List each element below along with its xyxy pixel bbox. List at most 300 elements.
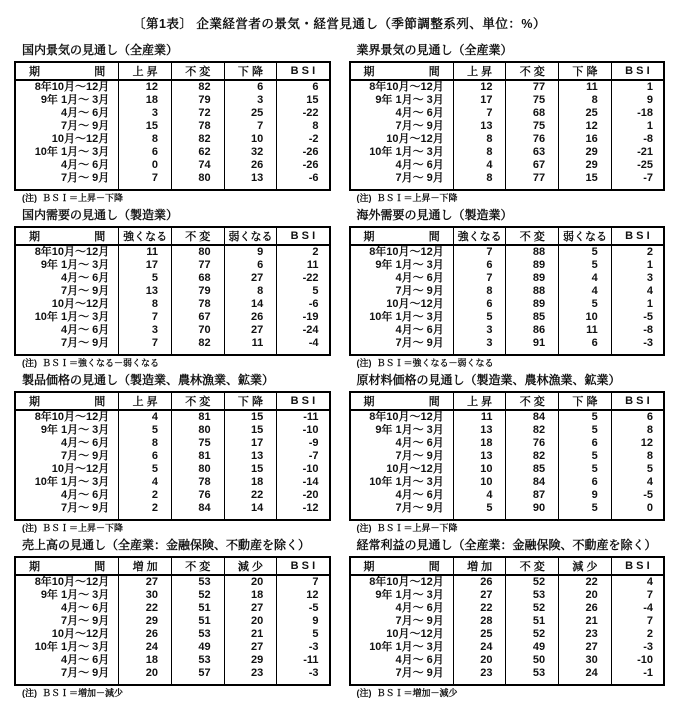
value-cell: 63 — [506, 146, 559, 159]
value-cell: 5 — [119, 424, 172, 437]
table-row — [350, 463, 665, 476]
table-row — [350, 589, 665, 602]
value-cell: 5 — [559, 410, 612, 424]
value-cell: 15 — [119, 120, 172, 133]
value-cell: 82 — [506, 424, 559, 437]
value-cell: 30 — [559, 654, 612, 667]
value-cell: 8 — [119, 298, 172, 311]
value-cell: 6 — [119, 450, 172, 463]
period-cell: 4月～ 6月 — [60, 159, 110, 171]
bsi-cell: -12 — [277, 502, 330, 520]
bsi-cell: 5 — [611, 463, 664, 476]
data-table — [14, 391, 331, 521]
value-cell: 79 — [171, 285, 224, 298]
value-cell: 68 — [171, 272, 224, 285]
value-cell: 6 — [224, 259, 277, 272]
value-cell: 18 — [119, 654, 172, 667]
period-cell: 10月～12月 — [51, 628, 110, 640]
value-cell: 78 — [171, 298, 224, 311]
table-row — [350, 272, 665, 285]
column-header-rise: 上 昇 — [453, 62, 506, 80]
data-table — [14, 226, 331, 356]
bsi-cell: 8 — [611, 450, 664, 463]
period-cell: 10月～12月 — [51, 463, 110, 475]
bsi-cell: 2 — [277, 245, 330, 259]
column-header-bsi: B S I — [277, 227, 330, 245]
table-note: (注) ＢＳＩ＝増加－減少 — [356, 688, 458, 698]
table-row — [350, 602, 665, 615]
value-cell: 24 — [559, 667, 612, 685]
bsi-cell: 4 — [611, 575, 664, 589]
column-header-unchanged: 不 変 — [506, 557, 559, 575]
value-cell: 4 — [119, 476, 172, 489]
value-cell: 15 — [224, 424, 277, 437]
table-row — [15, 437, 330, 450]
value-cell: 15 — [559, 172, 612, 190]
period-cell: 7月～ 9月 — [60, 285, 110, 297]
value-cell: 6 — [453, 259, 506, 272]
column-header-period: 期 間 — [15, 227, 119, 245]
value-cell: 52 — [506, 602, 559, 615]
period-cell: 4月～ 6月 — [395, 324, 444, 336]
section-raw-material-price-outlook — [349, 374, 666, 533]
value-cell: 5 — [453, 502, 506, 520]
table-row — [350, 476, 665, 489]
period-cell: 9年 1月～ 3月 — [375, 259, 444, 271]
column-header-increase: 増 加 — [453, 557, 506, 575]
table-row — [15, 602, 330, 615]
table-row — [15, 324, 330, 337]
period-cell: 4月～ 6月 — [60, 602, 110, 614]
value-cell: 88 — [506, 245, 559, 259]
table-row — [350, 489, 665, 502]
value-cell: 26 — [224, 311, 277, 324]
period-cell: 7月～ 9月 — [395, 450, 444, 462]
value-cell: 81 — [171, 450, 224, 463]
table-row — [15, 107, 330, 120]
value-cell: 62 — [171, 146, 224, 159]
value-cell: 6 — [224, 80, 277, 94]
period-cell: 8年10月～12月 — [369, 246, 444, 258]
bsi-cell: -6 — [277, 172, 330, 190]
period-cell: 4月～ 6月 — [395, 654, 444, 666]
column-header-fall: 下 降 — [559, 392, 612, 410]
value-cell: 75 — [171, 437, 224, 450]
value-cell: 10 — [559, 311, 612, 324]
table-row — [350, 298, 665, 311]
bsi-cell: -25 — [611, 159, 664, 172]
period-cell: 8年10月～12月 — [34, 411, 110, 423]
value-cell: 26 — [559, 602, 612, 615]
value-cell: 76 — [171, 489, 224, 502]
column-header-bsi: B S I — [277, 557, 330, 575]
period-cell: 4月～ 6月 — [395, 159, 444, 171]
table-row — [15, 272, 330, 285]
table-row — [350, 324, 665, 337]
period-cell: 10月～12月 — [386, 133, 444, 145]
value-cell: 7 — [119, 337, 172, 355]
value-cell: 51 — [171, 615, 224, 628]
value-cell: 53 — [171, 575, 224, 589]
table-note: (注) ＢＳＩ＝強くなる－弱くなる — [356, 358, 494, 368]
value-cell: 90 — [506, 502, 559, 520]
table-note: (注) ＢＳＩ＝増加－減少 — [22, 688, 123, 698]
value-cell: 53 — [171, 628, 224, 641]
value-cell: 29 — [559, 146, 612, 159]
value-cell: 75 — [506, 120, 559, 133]
column-header-rise: 上 昇 — [119, 62, 172, 80]
value-cell: 7 — [453, 272, 506, 285]
value-cell: 23 — [224, 667, 277, 685]
value-cell: 29 — [224, 654, 277, 667]
column-header-unchanged: 不 変 — [171, 557, 224, 575]
section-overseas-demand-outlook — [349, 209, 666, 368]
table-row — [350, 654, 665, 667]
bsi-cell: -10 — [611, 654, 664, 667]
bsi-cell: 7 — [611, 589, 664, 602]
value-cell: 7 — [119, 311, 172, 324]
value-cell: 16 — [559, 133, 612, 146]
value-cell: 12 — [119, 80, 172, 94]
period-cell: 10月～12月 — [51, 298, 110, 310]
bsi-cell: -11 — [277, 410, 330, 424]
period-cell: 4月～ 6月 — [60, 654, 110, 666]
value-cell: 6 — [119, 146, 172, 159]
period-cell: 4月～ 6月 — [395, 107, 444, 119]
period-cell: 7月～ 9月 — [395, 667, 444, 679]
value-cell: 8 — [224, 285, 277, 298]
period-cell: 10月～12月 — [386, 298, 444, 310]
value-cell: 14 — [224, 298, 277, 311]
bsi-cell: 7 — [277, 575, 330, 589]
bsi-cell: -8 — [611, 133, 664, 146]
value-cell: 80 — [171, 172, 224, 190]
table-row — [15, 641, 330, 654]
bsi-cell: 8 — [277, 120, 330, 133]
column-header-bsi: B S I — [277, 392, 330, 410]
value-cell: 87 — [506, 489, 559, 502]
period-cell: 10年 1月～ 3月 — [369, 311, 444, 323]
value-cell: 78 — [171, 120, 224, 133]
column-header-unchanged: 不 変 — [171, 392, 224, 410]
value-cell: 21 — [224, 628, 277, 641]
value-cell: 79 — [171, 94, 224, 107]
period-cell: 10月～12月 — [386, 628, 444, 640]
table-row — [15, 502, 330, 520]
table-row — [350, 641, 665, 654]
header-row — [350, 557, 665, 575]
column-header-increase: 増 加 — [119, 557, 172, 575]
bsi-cell: -26 — [277, 146, 330, 159]
bsi-cell: -11 — [277, 654, 330, 667]
bsi-cell: 5 — [277, 285, 330, 298]
column-header-bsi: B S I — [611, 392, 664, 410]
period-cell: 8年10月～12月 — [369, 576, 444, 588]
bsi-cell: -22 — [277, 107, 330, 120]
bsi-cell: -10 — [277, 424, 330, 437]
value-cell: 85 — [506, 463, 559, 476]
value-cell: 82 — [171, 80, 224, 94]
period-cell: 7月～ 9月 — [60, 667, 110, 679]
bsi-cell: 7 — [611, 615, 664, 628]
column-header-unchanged: 不 変 — [171, 62, 224, 80]
table-row — [15, 628, 330, 641]
value-cell: 20 — [119, 667, 172, 685]
value-cell: 18 — [224, 476, 277, 489]
table-row — [350, 628, 665, 641]
value-cell: 25 — [559, 107, 612, 120]
value-cell: 84 — [171, 502, 224, 520]
value-cell: 84 — [506, 476, 559, 489]
section-sales-outlook — [14, 539, 331, 698]
section-industry-economy-outlook — [349, 44, 666, 203]
table-row — [350, 80, 665, 94]
value-cell: 13 — [453, 120, 506, 133]
period-cell: 7月～ 9月 — [395, 285, 444, 297]
section-title: 原材料価格の見通し（製造業、農林漁業、鉱業） — [356, 373, 621, 387]
value-cell: 57 — [171, 667, 224, 685]
value-cell: 49 — [506, 641, 559, 654]
value-cell: 89 — [506, 272, 559, 285]
value-cell: 27 — [559, 641, 612, 654]
value-cell: 27 — [453, 589, 506, 602]
table-row — [15, 463, 330, 476]
bsi-cell: -9 — [277, 437, 330, 450]
bsi-cell: 5 — [277, 628, 330, 641]
table-row — [15, 245, 330, 259]
bsi-cell: 2 — [611, 628, 664, 641]
value-cell: 27 — [119, 575, 172, 589]
period-cell: 10年 1月～ 3月 — [369, 476, 444, 488]
column-header-bsi: B S I — [277, 62, 330, 80]
bsi-cell: 9 — [611, 94, 664, 107]
column-header-unchanged: 不 変 — [506, 62, 559, 80]
column-header-rise: 上 昇 — [119, 392, 172, 410]
bsi-cell: -3 — [277, 667, 330, 685]
value-cell: 89 — [506, 259, 559, 272]
period-cell: 4月～ 6月 — [60, 272, 110, 284]
value-cell: 67 — [171, 311, 224, 324]
value-cell: 24 — [453, 641, 506, 654]
table-row — [15, 615, 330, 628]
value-cell: 15 — [224, 410, 277, 424]
value-cell: 25 — [453, 628, 506, 641]
value-cell: 20 — [559, 589, 612, 602]
column-header-period: 期 間 — [15, 392, 119, 410]
period-cell: 4月～ 6月 — [395, 272, 444, 284]
bsi-cell: -21 — [611, 146, 664, 159]
header-row — [15, 392, 330, 410]
header-row — [15, 62, 330, 80]
bsi-cell: -24 — [277, 324, 330, 337]
value-cell: 6 — [559, 437, 612, 450]
table-row — [350, 107, 665, 120]
column-header-unchanged: 不 変 — [506, 392, 559, 410]
value-cell: 53 — [506, 667, 559, 685]
value-cell: 84 — [506, 410, 559, 424]
period-cell: 9年 1月～ 3月 — [375, 589, 444, 601]
value-cell: 75 — [506, 94, 559, 107]
value-cell: 18 — [224, 589, 277, 602]
bsi-cell: 8 — [611, 424, 664, 437]
value-cell: 18 — [119, 94, 172, 107]
bsi-cell: -5 — [611, 489, 664, 502]
bsi-cell: -22 — [277, 272, 330, 285]
value-cell: 26 — [224, 159, 277, 172]
value-cell: 82 — [171, 133, 224, 146]
value-cell: 7 — [224, 120, 277, 133]
column-header-stronger: 強くなる — [453, 227, 506, 245]
value-cell: 23 — [453, 667, 506, 685]
period-cell: 4月～ 6月 — [395, 489, 444, 501]
data-table — [349, 226, 666, 356]
column-header-period: 期 間 — [350, 557, 454, 575]
value-cell: 8 — [119, 133, 172, 146]
data-table — [349, 391, 666, 521]
bsi-cell: -3 — [277, 641, 330, 654]
table-row — [15, 133, 330, 146]
period-cell: 4月～ 6月 — [60, 489, 110, 501]
value-cell: 8 — [453, 133, 506, 146]
value-cell: 12 — [453, 80, 506, 94]
value-cell: 9 — [559, 489, 612, 502]
bsi-cell: 1 — [611, 120, 664, 133]
value-cell: 68 — [506, 107, 559, 120]
value-cell: 4 — [119, 410, 172, 424]
table-row — [15, 80, 330, 94]
table-row — [15, 450, 330, 463]
column-header-rise: 上 昇 — [453, 392, 506, 410]
value-cell: 4 — [559, 285, 612, 298]
bsi-cell: 11 — [277, 259, 330, 272]
value-cell: 52 — [506, 628, 559, 641]
bsi-cell: 2 — [611, 245, 664, 259]
value-cell: 29 — [559, 159, 612, 172]
period-cell: 4月～ 6月 — [60, 437, 110, 449]
period-cell: 4月～ 6月 — [395, 602, 444, 614]
table-note: (注) ＢＳＩ＝上昇－下降 — [356, 523, 458, 533]
column-header-period: 期 間 — [15, 62, 119, 80]
period-cell: 7月～ 9月 — [60, 120, 110, 132]
value-cell: 5 — [119, 272, 172, 285]
value-cell: 17 — [453, 94, 506, 107]
bsi-cell: 1 — [611, 80, 664, 94]
value-cell: 70 — [171, 324, 224, 337]
bsi-cell: -5 — [277, 602, 330, 615]
bsi-cell: -19 — [277, 311, 330, 324]
value-cell: 14 — [224, 502, 277, 520]
value-cell: 26 — [453, 575, 506, 589]
column-header-period: 期 間 — [350, 62, 454, 80]
value-cell: 5 — [559, 450, 612, 463]
period-cell: 7月～ 9月 — [395, 502, 444, 514]
value-cell: 51 — [506, 615, 559, 628]
value-cell: 8 — [119, 437, 172, 450]
value-cell: 3 — [119, 107, 172, 120]
period-cell: 4月～ 6月 — [395, 437, 444, 449]
column-header-bsi: B S I — [611, 557, 664, 575]
tables-grid — [14, 44, 665, 704]
table-row — [15, 146, 330, 159]
value-cell: 11 — [224, 337, 277, 355]
value-cell: 13 — [224, 450, 277, 463]
table-row — [350, 667, 665, 685]
period-cell: 8年10月～12月 — [34, 246, 110, 258]
value-cell: 86 — [506, 324, 559, 337]
value-cell: 67 — [506, 159, 559, 172]
value-cell: 18 — [453, 437, 506, 450]
table-note: (注) ＢＳＩ＝上昇－下降 — [22, 193, 123, 203]
table-note: (注) ＢＳＩ＝上昇－下降 — [356, 193, 458, 203]
table-row — [15, 311, 330, 324]
header-row — [350, 227, 665, 245]
value-cell: 10 — [453, 463, 506, 476]
value-cell: 22 — [119, 602, 172, 615]
bsi-cell: -7 — [611, 172, 664, 190]
bsi-cell: -10 — [277, 463, 330, 476]
period-cell: 10月～12月 — [51, 133, 110, 145]
table-note: (注) ＢＳＩ＝強くなる－弱くなる — [22, 358, 159, 368]
period-cell: 10年 1月～ 3月 — [369, 641, 444, 653]
value-cell: 24 — [119, 641, 172, 654]
period-cell: 7月～ 9月 — [60, 450, 110, 462]
value-cell: 27 — [224, 602, 277, 615]
value-cell: 11 — [119, 245, 172, 259]
table-row — [350, 424, 665, 437]
value-cell: 3 — [453, 324, 506, 337]
bsi-cell: -14 — [277, 476, 330, 489]
header-row — [350, 62, 665, 80]
period-cell: 9年 1月～ 3月 — [40, 259, 110, 271]
value-cell: 22 — [559, 575, 612, 589]
data-table — [349, 61, 666, 191]
value-cell: 80 — [171, 424, 224, 437]
bsi-cell: -7 — [277, 450, 330, 463]
header-row — [15, 227, 330, 245]
period-cell: 9年 1月～ 3月 — [40, 94, 110, 106]
section-title: 製品価格の見通し（製造業、農林漁業、鉱業） — [22, 373, 275, 387]
column-header-weaker: 弱くなる — [559, 227, 612, 245]
bsi-cell: -8 — [611, 324, 664, 337]
value-cell: 20 — [453, 654, 506, 667]
column-header-unchanged: 不 変 — [506, 227, 559, 245]
bsi-cell: -26 — [277, 159, 330, 172]
value-cell: 11 — [453, 410, 506, 424]
table-row — [15, 94, 330, 107]
column-header-period: 期 間 — [350, 392, 454, 410]
bsi-cell: -4 — [611, 602, 664, 615]
value-cell: 7 — [453, 245, 506, 259]
value-cell: 32 — [224, 146, 277, 159]
bsi-cell: -3 — [611, 337, 664, 355]
value-cell: 9 — [224, 245, 277, 259]
table-row — [350, 146, 665, 159]
section-title: 経常利益の見通し（全産業：金融保険、不動産を除く） — [356, 538, 657, 552]
bsi-cell: -3 — [611, 641, 664, 654]
table-row — [15, 589, 330, 602]
value-cell: 2 — [119, 489, 172, 502]
table-row — [350, 337, 665, 355]
period-cell: 4月～ 6月 — [60, 324, 110, 336]
value-cell: 77 — [506, 80, 559, 94]
column-header-period: 期 間 — [15, 557, 119, 575]
section-title: 国内需要の見通し（製造業） — [22, 208, 179, 222]
value-cell: 22 — [224, 489, 277, 502]
table-row — [15, 337, 330, 355]
table-row — [350, 437, 665, 450]
value-cell: 89 — [506, 298, 559, 311]
value-cell: 12 — [559, 120, 612, 133]
